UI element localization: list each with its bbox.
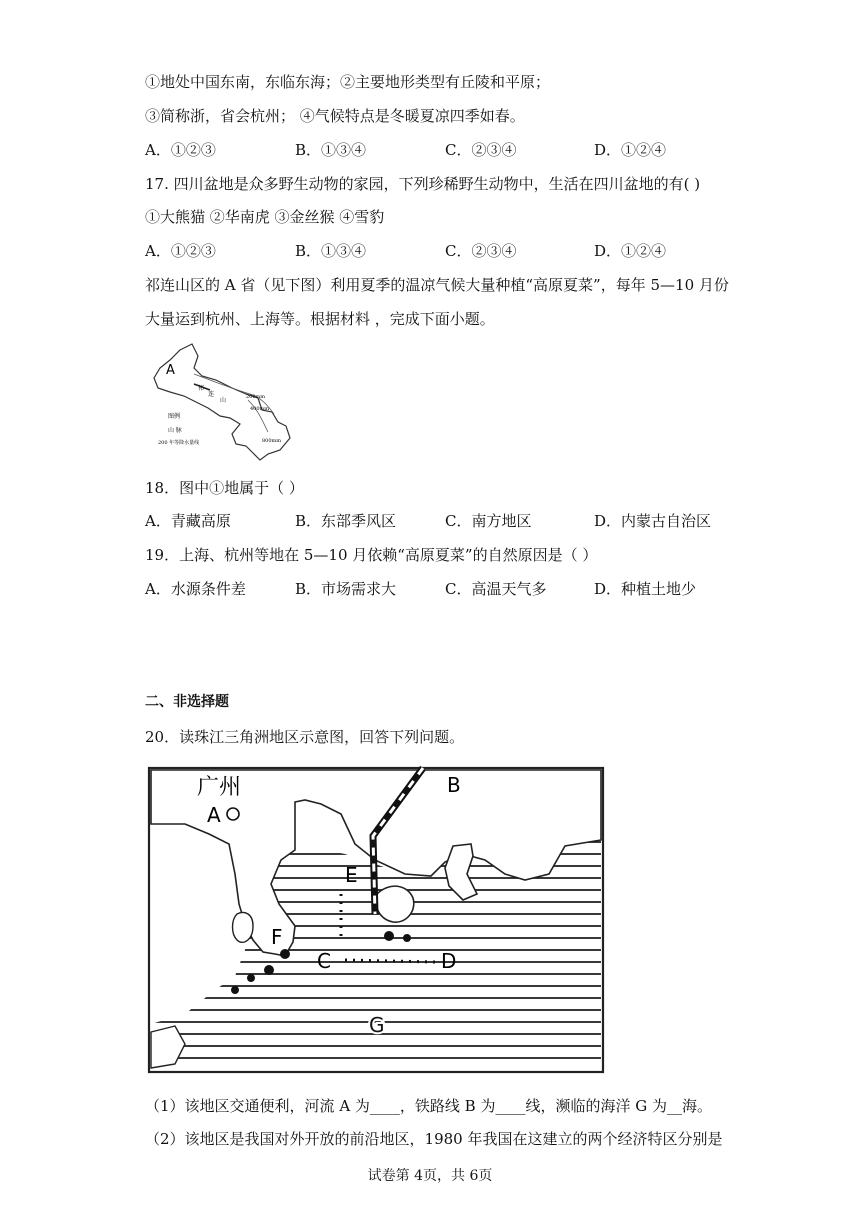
island-dot xyxy=(403,934,411,942)
guangzhou-dot xyxy=(227,808,239,820)
label-a: A xyxy=(207,803,221,827)
q19-option-d: D．种植土地少 xyxy=(594,580,697,598)
legend-isohyet: 200 年等降水量线 xyxy=(158,440,200,446)
section-title: 二、非选择题 xyxy=(145,694,229,710)
q20-sub2: （2）该地区是我国对外开放的前沿地区，1980 年我国在这建立的两个经济特区分别是 xyxy=(145,1130,723,1148)
label-e: E xyxy=(345,863,358,887)
isohyet-line-2 xyxy=(248,400,268,432)
q20-stem: 20．读珠江三角洲地区示意图，回答下列问题。 xyxy=(145,728,465,746)
delta-map xyxy=(145,764,607,1076)
q19-stem: 19．上海、杭州等地在 5—10 月依赖“高原夏菜”的自然原因是（ ） xyxy=(145,546,598,564)
label-g: G xyxy=(369,1013,385,1037)
q17-stem: 17. 四川盆地是众多野生动物的家园，下列珍稀野生动物中，生活在四川盆地的有( ) xyxy=(145,175,701,193)
q16-option-d: D．①②④ xyxy=(594,141,667,159)
q17-option-c: C．②③④ xyxy=(445,242,517,260)
city-label: 广州 xyxy=(197,775,242,800)
map-label-a: A xyxy=(166,363,175,378)
q16-option-b: B．①③④ xyxy=(295,141,367,159)
page-footer: 试卷第 4页，共 6页 xyxy=(367,1168,493,1184)
q19-option-b: B．市场需求大 xyxy=(295,580,397,598)
map-label-qi: 祁 xyxy=(198,385,205,392)
isohyet-400: 400mm xyxy=(250,406,270,412)
q17-items: ①大熊猫 ②华南虎 ③金丝猴 ④雪豹 xyxy=(145,208,385,226)
legend-title: 图例 xyxy=(168,413,181,420)
island-dot xyxy=(264,965,274,975)
map-label-shan: 山 xyxy=(220,397,227,404)
material-line1: 祁连山区的 A 省（见下图）利用夏季的温凉气候大量种植“高原夏菜”，每年 5—10 月份 xyxy=(145,276,729,294)
q16-line1: ①地处中国东南，东临东海；②主要地形类型有丘陵和平原； xyxy=(145,73,551,91)
q19-option-a: A．水源条件差 xyxy=(145,580,246,598)
island-f xyxy=(233,913,254,943)
label-f: F xyxy=(271,925,283,949)
q17-option-d: D．①②④ xyxy=(594,242,667,260)
map-label-lian: 连 xyxy=(208,391,215,398)
q18-stem: 18．图中①地属于（ ） xyxy=(145,479,304,497)
label-d: D xyxy=(441,949,457,973)
legend-mountain: 山 脉 xyxy=(168,427,182,434)
island-dot xyxy=(231,986,239,994)
q18-option-a: A．青藏高原 xyxy=(145,512,231,530)
label-b: B xyxy=(447,773,461,797)
q18-option-c: C．南方地区 xyxy=(445,512,532,530)
isohyet-800: 800mm xyxy=(262,438,282,444)
q19-options xyxy=(145,579,745,599)
q17-option-b: B．①③④ xyxy=(295,242,367,260)
island-dot xyxy=(247,974,255,982)
province-map xyxy=(150,340,300,462)
q17-option-a: A．①②③ xyxy=(145,242,216,260)
island-dot xyxy=(280,949,290,959)
q19-option-c: C．高温天气多 xyxy=(445,580,547,598)
q16-option-a: A．①②③ xyxy=(145,141,216,159)
q17-options xyxy=(145,241,745,261)
q20-sub1: （1）该地区交通便利，河流 A 为____，铁路线 B 为____线，濒临的海洋 G 为__海。 xyxy=(145,1097,712,1115)
q18-options xyxy=(145,511,745,531)
q16-option-c: C．②③④ xyxy=(445,141,517,159)
q18-option-b: B．东部季风区 xyxy=(295,512,397,530)
q16-options xyxy=(145,140,745,160)
q16-line2: ③简称浙，省会杭州； ④气候特点是冬暖夏凉四季如春。 xyxy=(145,107,525,125)
q18-option-d: D．内蒙古自治区 xyxy=(594,512,712,530)
island-dot xyxy=(384,931,394,941)
label-c: C xyxy=(317,949,331,973)
hong-kong-island xyxy=(376,886,414,922)
isohyet-200: 200mm xyxy=(246,394,266,400)
material-line2: 大量运到杭州、上海等。根据材料 ，完成下面小题。 xyxy=(145,310,495,328)
